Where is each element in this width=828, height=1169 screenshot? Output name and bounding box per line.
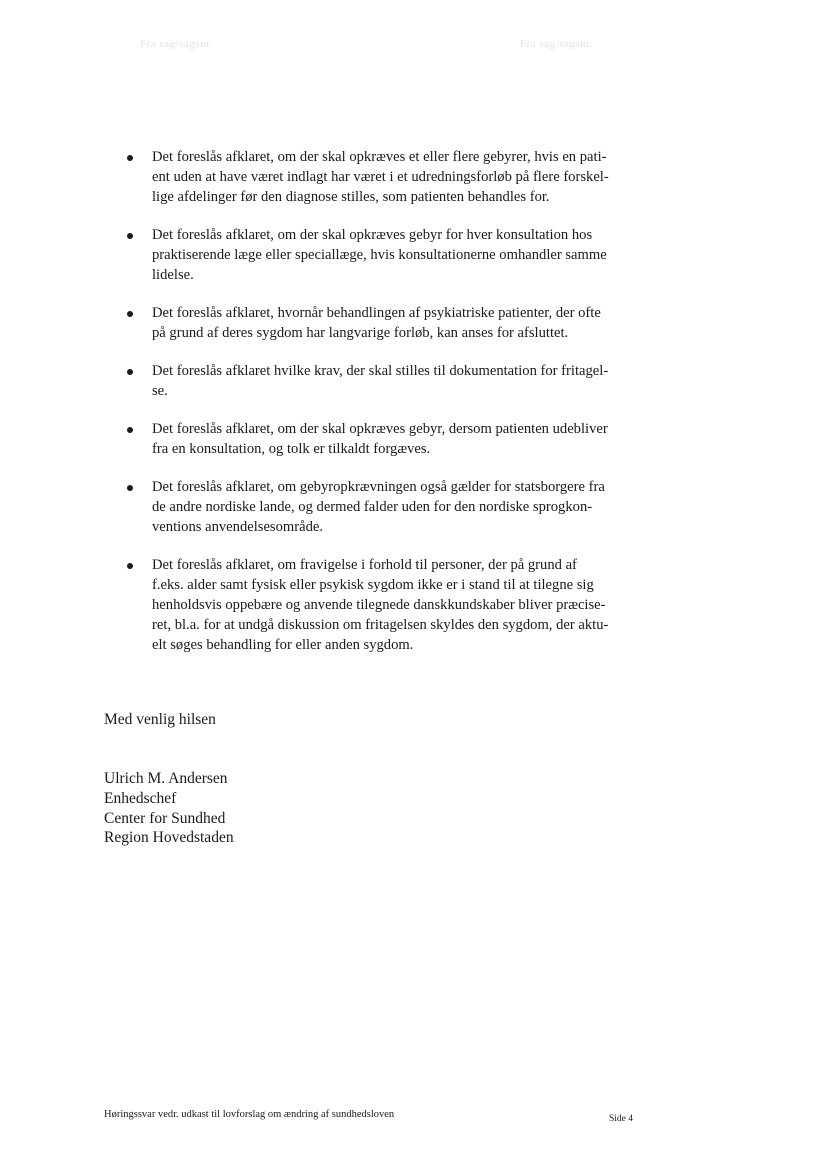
bullet-line: ventions anvendelsesområde.	[152, 519, 324, 535]
signature-block	[104, 769, 234, 848]
bullet-line: fra en konsultation, og tolk er tilkaldt forgæves.	[152, 441, 431, 457]
bullet-line: på grund af deres sygdom har langvarige forløb, kan anses for afsluttet.	[152, 325, 569, 341]
bullet-line: Det foreslås afklaret, om gebyropkrævningen også gælder for statsborgere fra	[152, 479, 605, 495]
footer-document-title: Høringssvar vedr. udkast til lovforslag om ændring af sundhedsloven	[104, 1109, 395, 1120]
bullet-line: praktiserende læge eller speciallæge, hvis konsultationerne omhandler samme	[152, 247, 607, 263]
bullet-item-1	[120, 147, 640, 207]
bullet-line: Det foreslås afklaret, om der skal opkræves et eller flere gebyrer, hvis en pati-	[152, 149, 607, 165]
bullet-item-2	[120, 225, 640, 285]
bullet-item-6	[120, 477, 640, 537]
bullet-item-7	[120, 555, 640, 655]
bullet-line: lige afdelinger før den diagnose stilles, som patienten behandles for.	[152, 189, 550, 205]
bullet-line: ret, bl.a. for at undgå diskussion om fritagelsen skyldes den sygdom, der aktu-	[152, 617, 609, 633]
bullet-icon	[127, 563, 133, 569]
bullet-line: f.eks. alder samt fysisk eller psykisk sygdom ikke er i stand til at tilegne sig	[152, 577, 594, 593]
signature-title: Enhedschef	[104, 789, 177, 807]
closing-greeting: Med venlig hilsen	[104, 711, 216, 728]
bullet-item-5	[120, 419, 640, 459]
bullet-icon	[127, 427, 133, 433]
bullet-icon	[127, 369, 133, 375]
bullet-icon	[127, 311, 133, 317]
faint-header-left: Fra sag/sagsnr.	[140, 38, 213, 50]
bullet-icon	[127, 155, 133, 161]
bullet-line: elt søges behandling for eller anden sygdom.	[152, 637, 414, 653]
bullet-item-3	[120, 303, 640, 343]
bullet-line: de andre nordiske lande, og dermed falder uden for den nordiske sprogkon-	[152, 499, 593, 515]
bullet-item-4	[120, 361, 640, 401]
bullet-line: Det foreslås afklaret, hvornår behandlingen af psykiatriske patienter, der ofte	[152, 305, 601, 321]
bullet-list	[120, 147, 640, 673]
bullet-line: Det foreslås afklaret, om fravigelse i forhold til personer, der på grund af	[152, 557, 577, 573]
signature-unit: Center for Sundhed	[104, 809, 226, 827]
bullet-line: Det foreslås afklaret, om der skal opkræves gebyr, dersom patienten udebliver	[152, 421, 608, 437]
bullet-line: Det foreslås afklaret hvilke krav, der skal stilles til dokumentation for fritagel-	[152, 363, 609, 379]
bullet-line: se.	[152, 383, 168, 399]
bullet-icon	[127, 233, 133, 239]
signature-organization: Region Hovedstaden	[104, 829, 234, 847]
bullet-line: Det foreslås afklaret, om der skal opkræves gebyr for hver konsultation hos	[152, 227, 593, 243]
bullet-line: henholdsvis oppebære og anvende tilegnede danskkundskaber bliver præcise-	[152, 597, 606, 613]
faint-header-right: Fra sag/sagsnr.	[520, 38, 593, 50]
bullet-line: lidelse.	[152, 267, 194, 283]
signature-name: Ulrich M. Andersen	[104, 770, 228, 787]
bullet-line: ent uden at have været indlagt har været i et udredningsforløb på flere forskel-	[152, 169, 609, 185]
bullet-icon	[127, 485, 133, 491]
footer-page-number: Side 4	[609, 1114, 634, 1124]
